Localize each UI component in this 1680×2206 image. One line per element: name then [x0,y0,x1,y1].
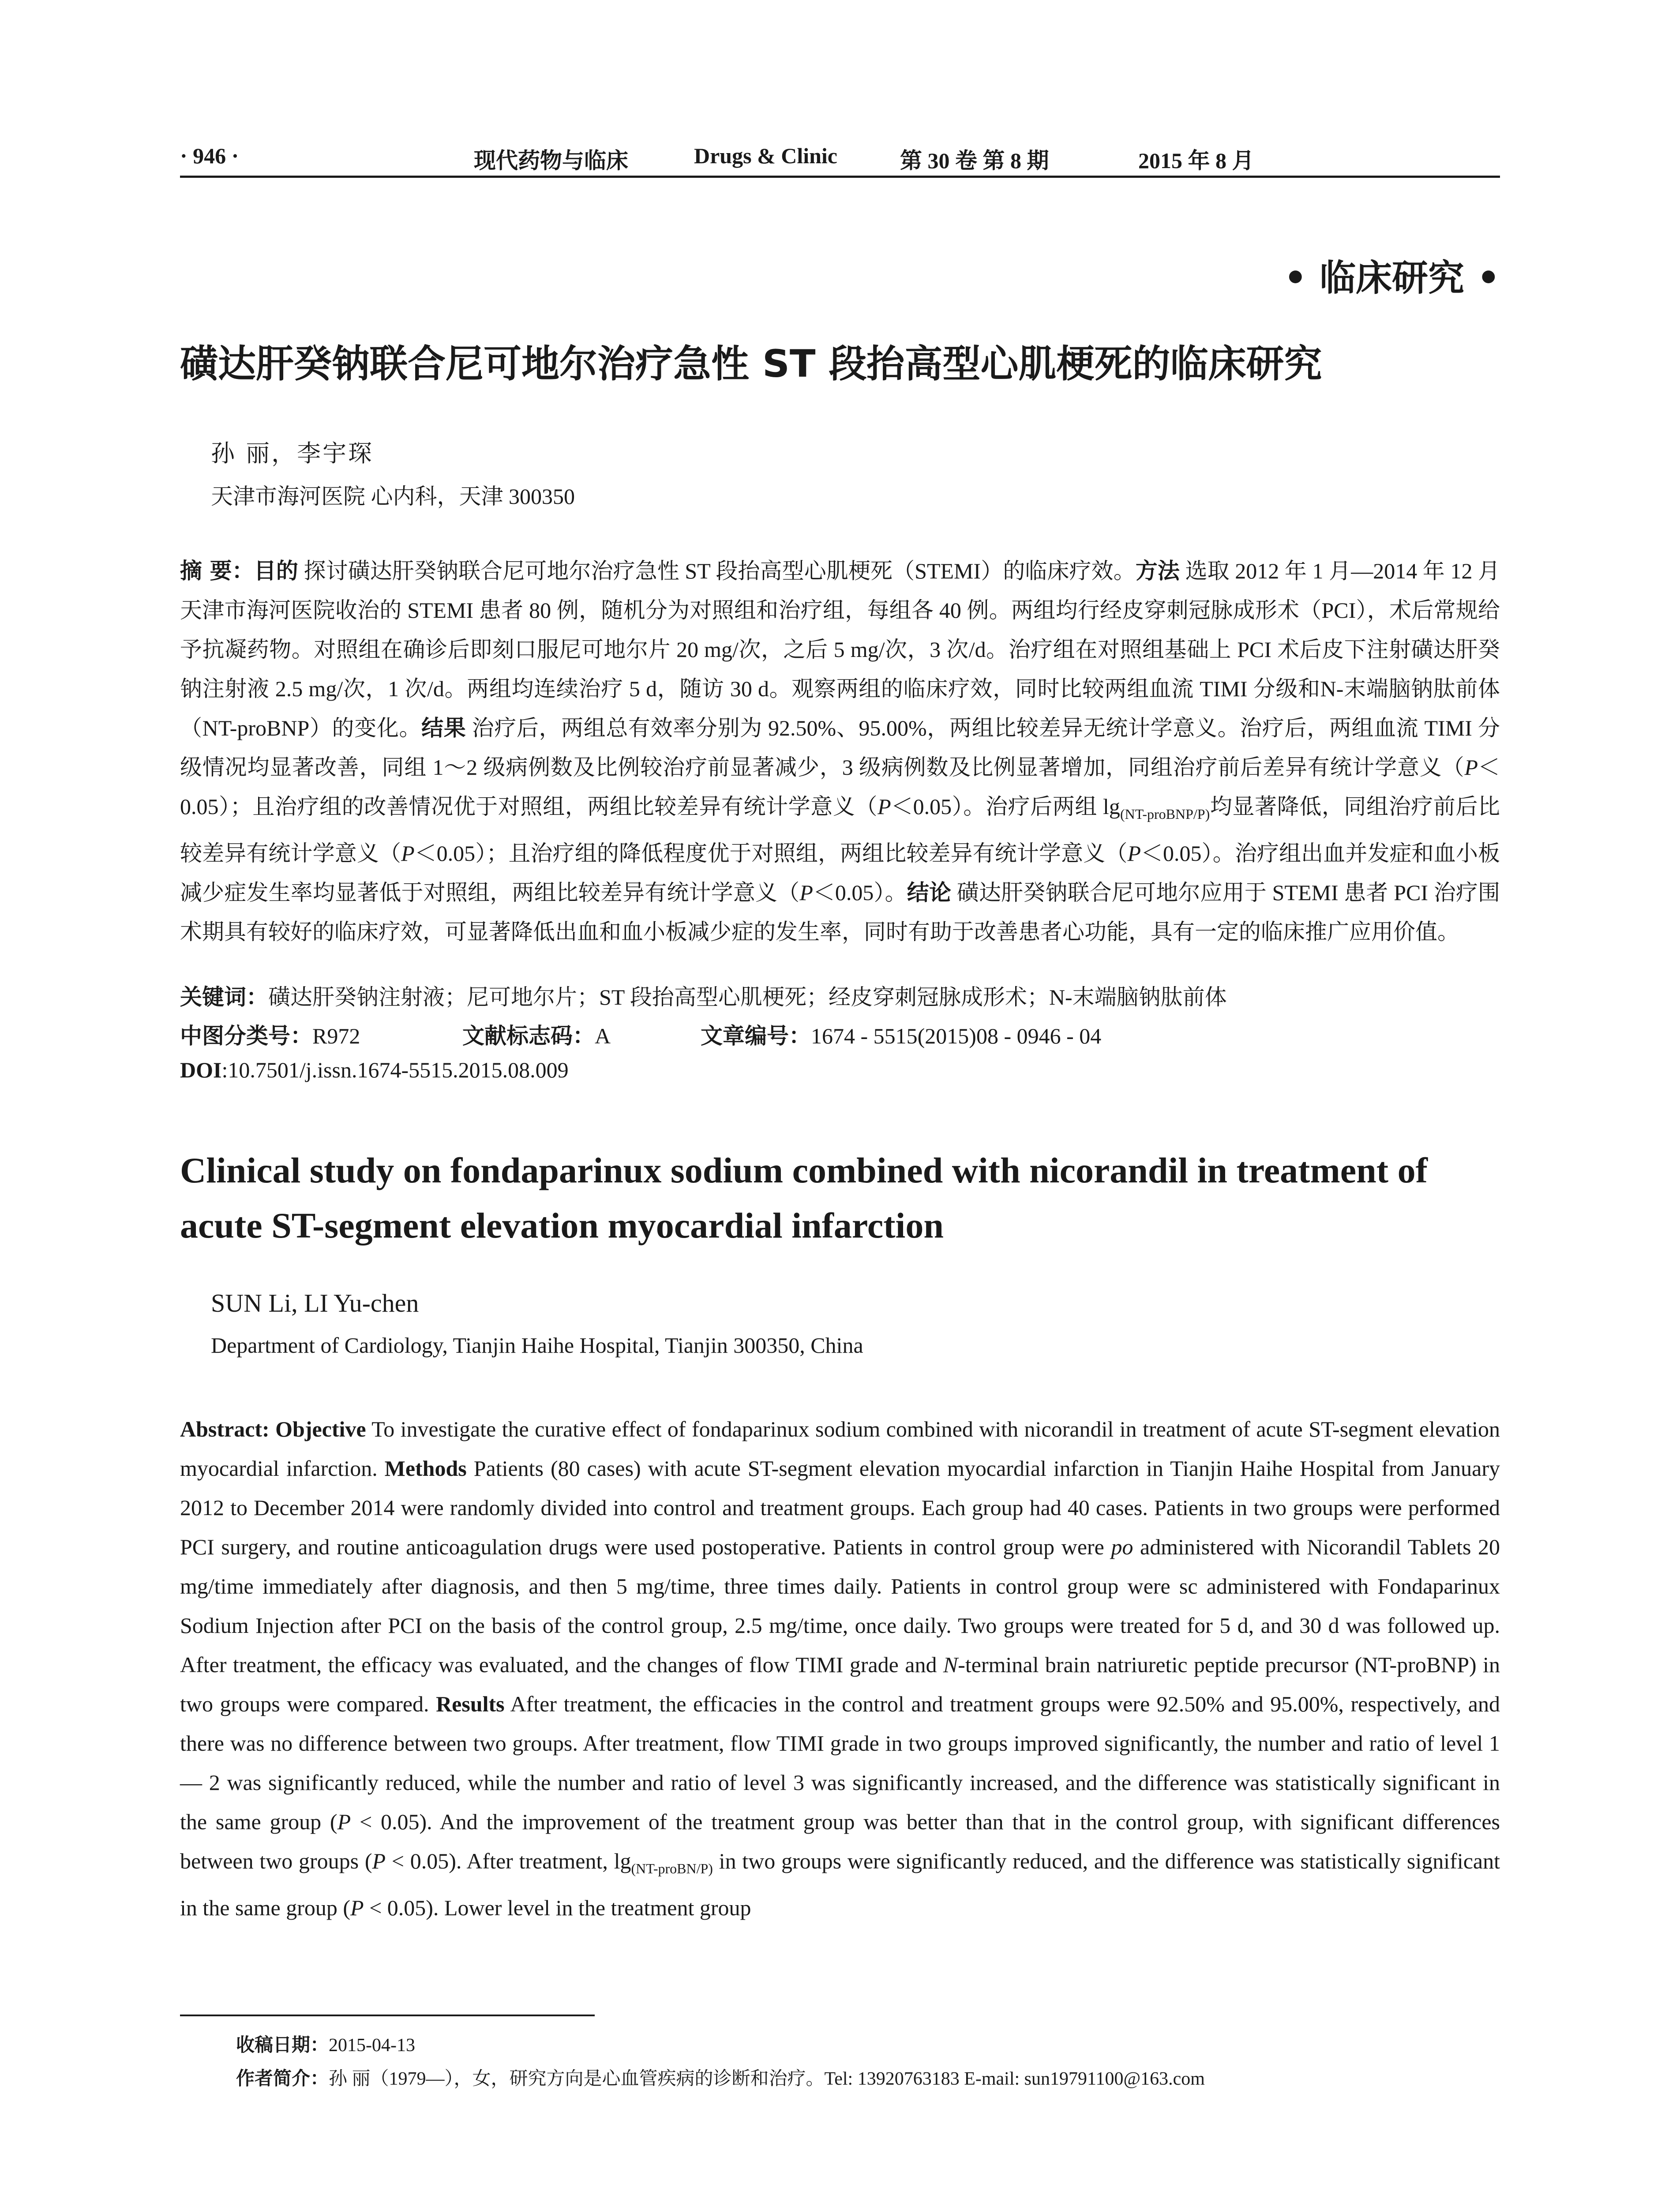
methods-text-en: -terminal brain natriuretic peptide precursor (NT-proBNP) in two groups were compared. [180,1652,1500,1716]
doc-code-value: A [595,1024,611,1048]
objective-text-en: To investigate the curative effect of fondaparinux sodium combined with nicorandil in treatment of acute ST-segment elevation myocardial infarction. [180,1417,1500,1481]
doi-line [180,1057,569,1083]
chinese-authors: 孙 丽，李宇琛 [211,439,374,467]
footnote-divider [180,2015,595,2016]
p-value: ＜0.05 [813,880,874,905]
p-value: < 0.05 [386,1849,449,1873]
methods-text-en: Patients (80 cases) with acute ST-segment elevation myocardial infarction in Tianjin Haihe Hospital from January 2012 to December 2014 were randomly divided into control and treatment groups. Each group had 40 cases. Patients in two groups were performed PCI surgery, and routine anticoagulation drugs were used postoperative. Patients in control group were [180,1456,1500,1559]
keywords-label: 关键词： [180,984,268,1010]
results-label-en: Results [436,1692,505,1716]
keywords-value: 磺达肝癸钠注射液；尼可地尔片；ST 段抬高型心肌梗死；经皮穿刺冠脉成形术；N-末端脑钠肽前体 [268,985,1227,1009]
results-text-cn: ）。治疗后两组 lg [952,794,1120,819]
classification-line [180,1018,1101,1050]
p-value: ＜0.05 [1141,841,1202,866]
english-abstract [180,1410,1500,1928]
author-bio-note [236,2064,1205,2090]
results-label-cn: 结果 [421,715,466,741]
keywords-line [180,979,1227,1011]
objective-label-cn: 目的 [254,558,298,584]
methods-label-en: Methods [384,1456,467,1481]
results-text-cn: ）。治疗组出血并发症和血小板减少症发生率均显著低于对照组，两组比较差异有统计学意义（ [180,841,1500,905]
conclusion-label-cn: 结论 [907,880,952,905]
author-bio-label: 作者简介： [236,2067,329,2089]
chinese-affiliation: 天津市海河医院 心内科，天津 300350 [211,484,575,509]
clc-value: R972 [312,1024,360,1048]
results-text-cn: ）；且治疗组的改善情况优于对照组，两组比较差异有统计学意义（ [218,794,878,819]
p-symbol: P [350,1895,364,1920]
english-affiliation: Department of Cardiology, Tianjin Haihe Hospital, Tianjin 300350, China [211,1333,863,1358]
doc-code-label: 文献标志码： [462,1023,595,1049]
methods-text-en: administered with Nicorandil Tablets 20 mg/time immediately after diagnosis, and then 5 mg/time, three times daily. Patients in control group were sc administered with Fondaparinux Sodium Injection after PCI on the basis of the control group, 2.5 mg/time, once daily. Two groups were treated for 5 d, and 30 d was followed up. After treatment, the efficacy was evaluated, and the changes of flow TIMI grade and [180,1534,1500,1677]
p-value: ＜0.05 [180,755,1500,819]
p-symbol: P [878,794,891,819]
results-text-en: in two groups were significantly reduced, and the difference was statistically significant in the same group ( [180,1849,1500,1920]
objective-label-en: Objective [275,1417,366,1441]
p-symbol: P [1127,841,1141,866]
english-title: Clinical study on fondaparinux sodium combined with nicorandil in treatment of acute ST-segment elevation myocardial infarction [180,1150,1428,1246]
results-text-cn: 治疗后，两组总有效率分别为 92.50%、95.00%，两组比较差异无统计学意义。治疗后，两组血流 TIMI 分级情况均显著改善，同组 1～2 级病例数及比例较治疗前显著减少，3 级病例数及比例显著增加，同组治疗前后差异有统计学意义（ [180,716,1500,780]
results-text-en: ). After treatment, lg [449,1849,631,1873]
results-text-en: ). And the improvement of the treatment group was better than that in the control group, with significant differences between two groups ( [180,1809,1500,1873]
page-number: · 946 · [180,143,239,168]
english-authors: SUN Li, LI Yu-chen [211,1289,419,1317]
p-symbol: P [401,841,415,866]
p-symbol: P [799,880,813,905]
section-label: • 临床研究 • [1284,257,1500,299]
p-value: ＜0.05 [414,841,476,866]
objective-text-cn: 探讨磺达肝癸钠联合尼可地尔治疗急性 ST 段抬高型心肌梗死（STEMI）的临床疗效。 [298,559,1136,583]
p-value: < 0.05 [364,1895,426,1920]
p-symbol: P [1464,755,1478,780]
p-symbol: P [337,1809,351,1834]
methods-label-cn: 方法 [1135,558,1180,584]
clc-label: 中图分类号： [180,1023,312,1049]
po-italic: po [1111,1534,1133,1559]
doi-value: :10.7501/j.issn.1674-5515.2015.08.009 [221,1058,569,1082]
abstract-label-en: Abstract: [180,1417,270,1441]
chinese-abstract [180,552,1500,952]
abstract-label-cn: 摘 要： [180,558,254,584]
issue-date: 2015 年 8 月 [1138,148,1254,173]
p-symbol: P [372,1849,386,1873]
conclusion-text-cn: 磺达肝癸钠联合尼可地尔应用于 STEMI 患者 PCI 治疗围术期具有较好的临床疗效，可显著降低出血和血小板减少症的发生率，同时有助于改善患者心功能，具有一定的临床推广应用价值。 [180,880,1500,944]
volume-issue: 第 30 卷 第 8 期 [900,148,1049,173]
doi-label: DOI [180,1058,222,1082]
article-no-label: 文章编号： [701,1023,811,1049]
methods-text-cn: 选取 2012 年 1 月—2014 年 12 月天津市海河医院收治的 STEMI 患者 80 例，随机分为对照组和治疗组，每组各 40 例。两组均行经皮穿刺冠脉成形术（PCI），术后常规给予抗凝药物。对照组在确诊后即刻口服尼可地尔片 20 mg/次，之后 5 mg/次，3 次/d。治疗组在对照组基础上 PCI 术后皮下注射磺达肝癸钠注射液 2.5 mg/次，1 次/d。两组均连续治疗 5 d，随访 30 d。观察两组的临床疗效，同时比较两组血流 TIMI 分级和N-末端脑钠肽前体（NT-proBNP）的变化。 [180,559,1500,740]
received-date-note [236,2030,415,2057]
journal-name-cn: 现代药物与临床 [474,148,628,173]
results-text-en: After treatment, the efficacies in the control and treatment groups were 92.50% and 95.00%, respectively, and there was no difference between two groups. After treatment, flow TIMI grade in two groups improved significantly, the number and ratio of level 1 — 2 was significantly reduced, while the number and ratio of level 3 was significantly increased, and the difference was statistically significant in the same group ( [180,1692,1500,1834]
p-value: < 0.05 [351,1809,420,1834]
received-value: 2015-04-13 [329,2035,415,2056]
running-header [180,140,1500,178]
results-text-cn: ）；且治疗组的降低程度优于对照组，两组比较差异有统计学意义（ [475,841,1128,866]
n-italic: N [943,1652,958,1677]
author-bio-value: 孙 丽（1979—），女，研究方向是心血管疾病的诊断和治疗。Tel: 13920763183 E-mail: sun19791100@163.com [329,2069,1205,2089]
p-value: ＜0.05 [891,794,952,819]
results-text-cn: ）。 [874,880,907,905]
journal-name-en: Drugs & Clinic [694,143,837,168]
lg-subscript: (NT-proBN/P) [631,1861,713,1876]
results-text-en: ). Lower level in the treatment group [426,1895,751,1920]
received-label: 收稿日期： [236,2034,329,2056]
lg-subscript: (NT-proBNP/P) [1120,806,1210,822]
article-no-value: 1674 - 5515(2015)08 - 0946 - 04 [811,1024,1102,1048]
chinese-title: 磺达肝癸钠联合尼可地尔治疗急性 ST 段抬高型心肌梗死的临床研究 [180,342,1322,386]
results-text-cn: 均显著降低，同组治疗前后比较差异有统计学意义（ [180,794,1500,866]
